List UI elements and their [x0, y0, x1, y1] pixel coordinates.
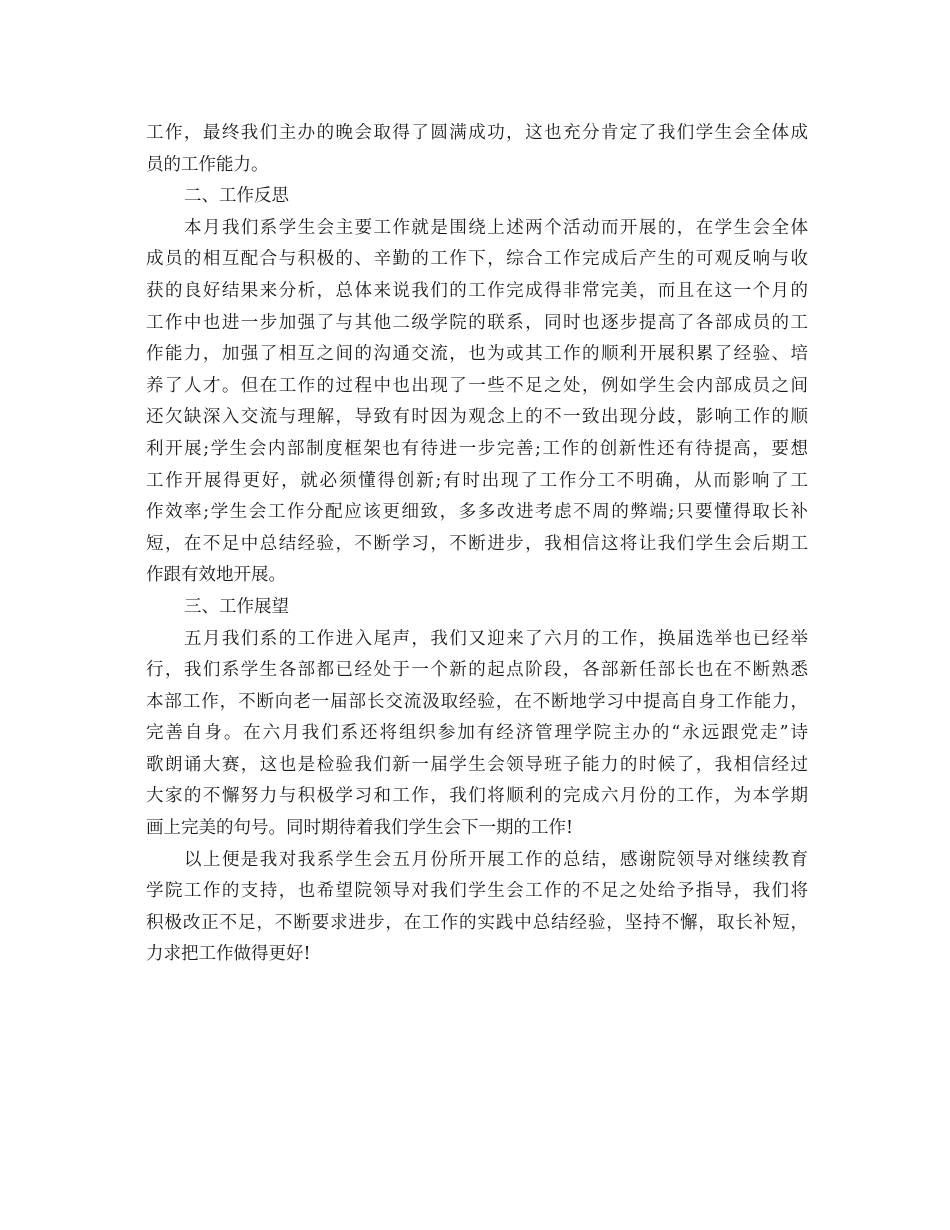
- paragraph-3-line-5: 歌朗诵大赛，这也是检验我们新一届学生会领导班子能力的时候了，我相信经过: [146, 754, 808, 775]
- paragraph-2-line-5: 作能力，加强了相互之间的沟通交流，也为或其工作的顺利开展积累了经验、培: [146, 344, 808, 365]
- section-heading-reflection: 二、工作反思: [184, 186, 289, 207]
- paragraph-1-line-2: 员的工作能力。: [146, 154, 269, 175]
- paragraph-4-line-4: 力求把工作做得更好!: [146, 944, 311, 965]
- paragraph-2-line-12: 作跟有效地开展。: [146, 565, 286, 586]
- paragraph-3-line-7: 画上完美的句号。同时期待着我们学生会下一期的工作!: [146, 818, 574, 839]
- paragraph-4-line-3: 积极改正不足，不断要求进步，在工作的实践中总结经验，坚持不懈，取长补短，: [146, 912, 808, 933]
- paragraph-2-line-3: 获的良好结果来分析，总体来说我们的工作完成得非常完美，而且在这一个月的: [146, 280, 808, 301]
- paragraph-2-line-8: 利开展;学生会内部制度框架也有待进一步完善;工作的创新性还有待提高，要想: [146, 438, 808, 459]
- paragraph-4-line-1: 以上便是我对我系学生会五月份所开展工作的总结，感谢院领导对继续教育: [184, 849, 808, 870]
- paragraph-2-line-9: 工作开展得更好，就必须懂得创新;有时出现了工作分工不明确，从而影响了工: [146, 470, 808, 491]
- paragraph-2-line-7: 还欠缺深入交流与理解，导致有时因为观念上的不一致出现分歧，影响工作的顺: [146, 407, 808, 428]
- paragraph-2-line-10: 作效率;学生会工作分配应该更细致，多多改进考虑不周的弊端;只要懂得取长补: [146, 502, 808, 523]
- paragraph-2-line-2: 成员的相互配合与积极的、辛勤的工作下，综合工作完成后产生的可观反响与收: [146, 249, 808, 270]
- paragraph-4-line-2: 学院工作的支持，也希望院领导对我们学生会工作的不足之处给予指导，我们将: [146, 881, 808, 902]
- paragraph-2-line-6: 养了人才。但在工作的过程中也出现了一些不足之处，例如学生会内部成员之间: [146, 375, 808, 396]
- paragraph-2-line-11: 短，在不足中总结经验，不断学习，不断进步，我相信这将让我们学生会后期工: [146, 533, 808, 554]
- paragraph-1-line-1: 工作，最终我们主办的晚会取得了圆满成功，这也充分肯定了我们学生会全体成: [146, 123, 808, 143]
- document-page: [146, 118, 808, 971]
- paragraph-3-line-4: 完善自身。在六月我们系还将组织参加有经济管理学院主办的“永远跟党走”诗: [146, 723, 808, 744]
- paragraph-3-line-3: 本部工作，不断向老一届部长交流汲取经验，在不断地学习中提高自身工作能力，: [146, 691, 808, 712]
- paragraph-2-line-1: 本月我们系学生会主要工作就是围绕上述两个活动而开展的，在学生会全体: [184, 217, 808, 238]
- paragraph-2-line-4: 工作中也进一步加强了与其他二级学院的联系，同时也逐步提高了各部成员的工: [146, 312, 808, 333]
- paragraph-3-line-6: 大家的不懈努力与积极学习和工作，我们将顺利的完成六月份的工作，为本学期: [146, 786, 808, 807]
- section-heading-outlook: 三、工作展望: [184, 596, 289, 617]
- paragraph-3-line-1: 五月我们系的工作进入尾声，我们又迎来了六月的工作，换届选举也已经举: [184, 628, 808, 649]
- paragraph-3-line-2: 行，我们系学生各部都已经处于一个新的起点阶段，各部新任部长也在不断熟悉: [146, 660, 808, 681]
